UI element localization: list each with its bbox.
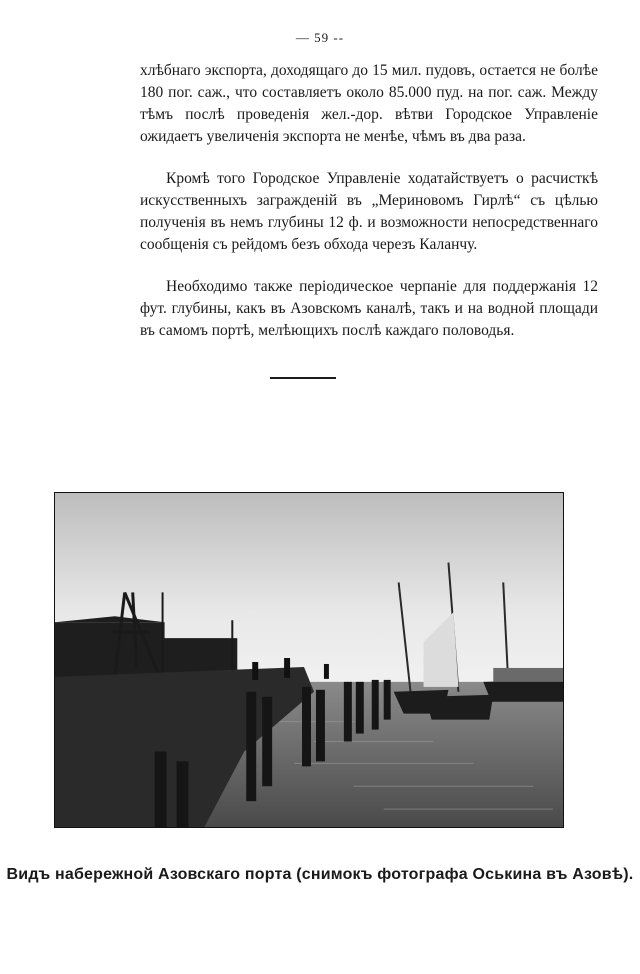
section-divider <box>270 377 336 379</box>
paragraph-canal-clearing: Кромѣ того Городское Управленіе ходатайствуетъ о расчисткѣ искусственныхъ загражденій въ „Мериновомъ Гирлѣ“ съ цѣлью полученія въ немъ глубины 12 ф. и возможности непосредственнаго сообщенія съ рейдомъ безъ обхода черезъ Каланчу. <box>140 170 598 253</box>
photo-caption: Видъ набережной Азовскаго порта (снимокъ фотографа Оськина въ Азовѣ). <box>6 866 634 883</box>
body-text <box>140 60 598 362</box>
paragraph-dredging: Необходимо также періодическое черпаніе для поддержанія 12 фут. глубины, какъ въ Азовскомъ каналѣ, такъ и на водной площади въ самомъ портѣ, мелѣющихъ послѣ каждаго половодья. <box>140 278 598 339</box>
distant-shore <box>493 668 563 682</box>
harbor-photograph <box>54 492 564 828</box>
harbor-photograph-image <box>55 493 563 827</box>
paragraph-continuation: хлѣбнаго экспорта, доходящаго до 15 мил. пудовъ, остается не болѣе 180 пог. саж., что составляетъ около 85.000 пуд. на пог. саж. Между тѣмъ послѣ проведенія жел.-дор. вѣтви Городское Управленіе ожидаетъ увеличенія экспорта не менѣе, чѣмъ въ два раза. <box>140 62 598 145</box>
page-number: — 59 -- <box>295 30 345 45</box>
